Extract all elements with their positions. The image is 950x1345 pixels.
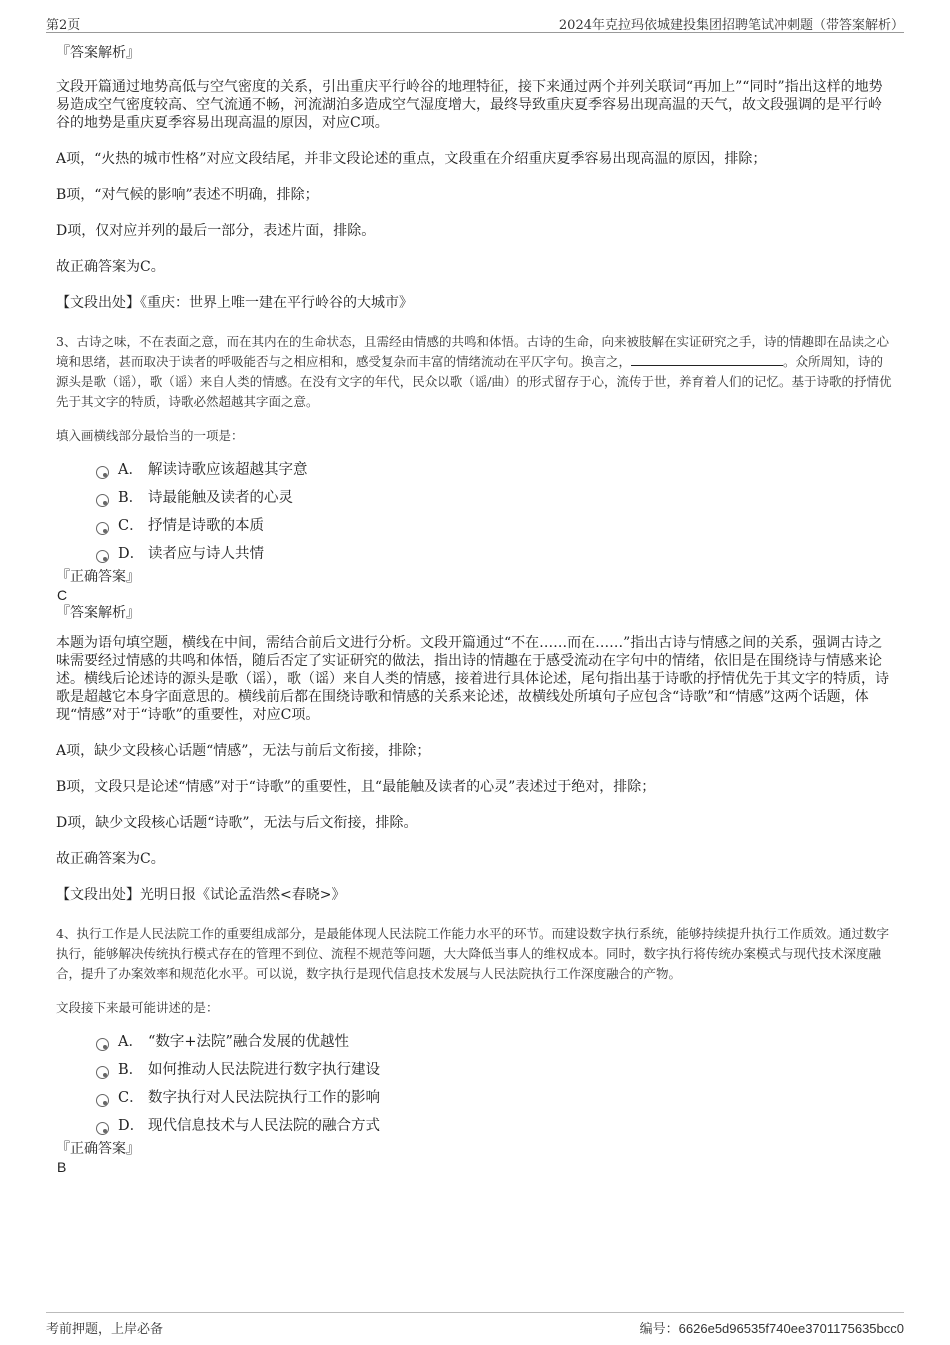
option-b-explanation: B项，文段只是论述“情感”对于“诗歌”的重要性，且“最能触及读者的心灵”表述过于绝对，排除； — [56, 779, 656, 795]
correct-answer-heading: 『正确答案』 — [56, 569, 140, 585]
radio-icon[interactable] — [96, 494, 109, 507]
correct-answer-heading: 『正确答案』 — [56, 1141, 140, 1157]
footer-slogan: 考前押题，上岸必备 — [46, 1322, 164, 1337]
question-4-options — [96, 1028, 898, 1140]
option-a-explanation: A项，“火热的城市性格”对应文段结尾，并非文段论述的重点，文段重在介绍重庆夏季容易出现高温的原因，排除； — [56, 151, 767, 167]
question-4-text: 4、执行工作是人民法院工作的重要组成部分，是最能体现人民法院工作能力水平的环节。而建设数字执行系统，能够持续提升执行工作质效。通过数字执行，能够解决传统执行模式存在的管理不到位、流程不规范等问题，大大降低当事人的维权成本。同时，数字执行将传统办案模式与现代技术深度融合，提升了办案效率和规范化水平。可以说，数字执行是现代信息技术发展与人民法院执行工作深度融合的产物。 — [56, 926, 889, 981]
option-d-explanation: D项，缺少文段核心话题“诗歌”，无法与后文衔接，排除。 — [56, 815, 418, 831]
option-a-explanation: A项，缺少文段核心话题“情感”，无法与前后文衔接，排除； — [56, 743, 431, 759]
radio-icon[interactable] — [96, 522, 109, 535]
correct-answer: C — [57, 587, 68, 603]
question-3-text: 3、古诗之味，不在表面之意，而在其内在的生命状态，且需经由情感的共鸣和体悟。古诗的生命，向来被肢解在实证研究之手，诗的情趣即在品读之心境和思绪，甚而取决于读者的呼吸能否与之相应相和，感受复杂而丰富的情绪流动在平仄字句。换言之， 。众所周知，诗的源头是歌（谣），歌（谣）来自人类的情感。在没有文字的年代，民众以歌（谣/曲）的形式留存于心，流传于世，养育着人们的记忆。基于诗歌的抒情优先于其文字的特质，诗歌必然超越其字面之意。 — [56, 334, 892, 409]
correct-answer: B — [57, 1159, 67, 1175]
radio-icon[interactable] — [96, 550, 109, 563]
radio-icon[interactable] — [96, 1094, 109, 1107]
conclusion: 故正确答案为C。 — [56, 259, 165, 275]
option-b-explanation: B项，“对气候的影响”表述不明确，排除； — [56, 187, 319, 203]
source-citation: 【文段出处】《重庆：世界上唯一建在平行岭谷的大城市》 — [56, 295, 413, 311]
source-citation: 【文段出处】光明日报《试论孟浩然<春晓>》 — [56, 887, 346, 903]
page-number: 第2页 — [46, 18, 81, 33]
question-4-prompt: 文段接下来最可能讲述的是： — [56, 1000, 219, 1015]
radio-icon[interactable] — [96, 1122, 109, 1135]
option-b[interactable]: B． 如何推动人民法院进行数字执行建设 — [96, 1056, 898, 1084]
option-d-explanation: D项，仅对应并列的最后一部分，表述片面，排除。 — [56, 223, 376, 239]
option-b[interactable]: B． 诗最能触及读者的心灵 — [96, 484, 898, 512]
question-3-options — [96, 456, 898, 568]
option-d[interactable]: D． 现代信息技术与人民法院的融合方式 — [96, 1112, 898, 1140]
page-header — [46, 14, 904, 33]
analysis-heading: 『答案解析』 — [56, 605, 140, 621]
page-footer — [46, 1312, 904, 1342]
document-code: 编号：6626e5d96535f740ee3701175635bcc0 — [639, 1321, 904, 1336]
radio-icon[interactable] — [96, 1066, 109, 1079]
analysis-text: 本题为语句填空题，横线在中间，需结合前后文进行分析。文段开篇通过“不在……而在……”指出古诗与情感之间的关系，强调古诗之味需要经过情感的共鸣和体悟，随后否定了实证研究的做法，指出诗的情趣在于感受流动在字句中的情绪，依旧是在围绕诗与情感来论述。横线后论述诗的源头是歌（谣），歌（谣）来自人类的情感，接着进行具体论述，尾句指出基于诗歌的抒情优先于其文字的特质，诗歌是超越它本身字面意思的。横线前后都在围绕诗歌和情感的关系来论述，故横线处所填句子应包含“诗歌”和“情感”这两个话题，体现“情感”对于“诗歌”的重要性，对应C项。 — [56, 635, 889, 723]
fill-blank-line — [631, 353, 783, 366]
option-c[interactable]: C． 数字执行对人民法院执行工作的影响 — [96, 1084, 898, 1112]
conclusion: 故正确答案为C。 — [56, 851, 165, 867]
radio-icon[interactable] — [96, 1038, 109, 1051]
option-a[interactable]: A． 解读诗歌应该超越其字意 — [96, 456, 898, 484]
option-d[interactable]: D． 读者应与诗人共情 — [96, 540, 898, 568]
radio-icon[interactable] — [96, 466, 109, 479]
option-a[interactable]: A． “数字+法院”融合发展的优越性 — [96, 1028, 898, 1056]
document-title: 2024年克拉玛依城建投集团招聘笔试冲刺题（带答案解析） — [558, 18, 904, 33]
analysis-heading: 『答案解析』 — [56, 45, 140, 61]
question-3-prompt: 填入画横线部分最恰当的一项是： — [56, 428, 244, 443]
page-content — [56, 44, 898, 1176]
analysis-text: 文段开篇通过地势高低与空气密度的关系，引出重庆平行岭谷的地理特征，接下来通过两个并列关联词“再加上”“同时”指出这样的地势易造成空气密度较高、空气流通不畅，河流湖泊多造成空气湿度增大，最终导致重庆夏季容易出现高温的天气，故文段强调的是平行岭谷的地势是重庆夏季容易出现高温的原因，对应C项。 — [56, 79, 883, 131]
option-c[interactable]: C． 抒情是诗歌的本质 — [96, 512, 898, 540]
